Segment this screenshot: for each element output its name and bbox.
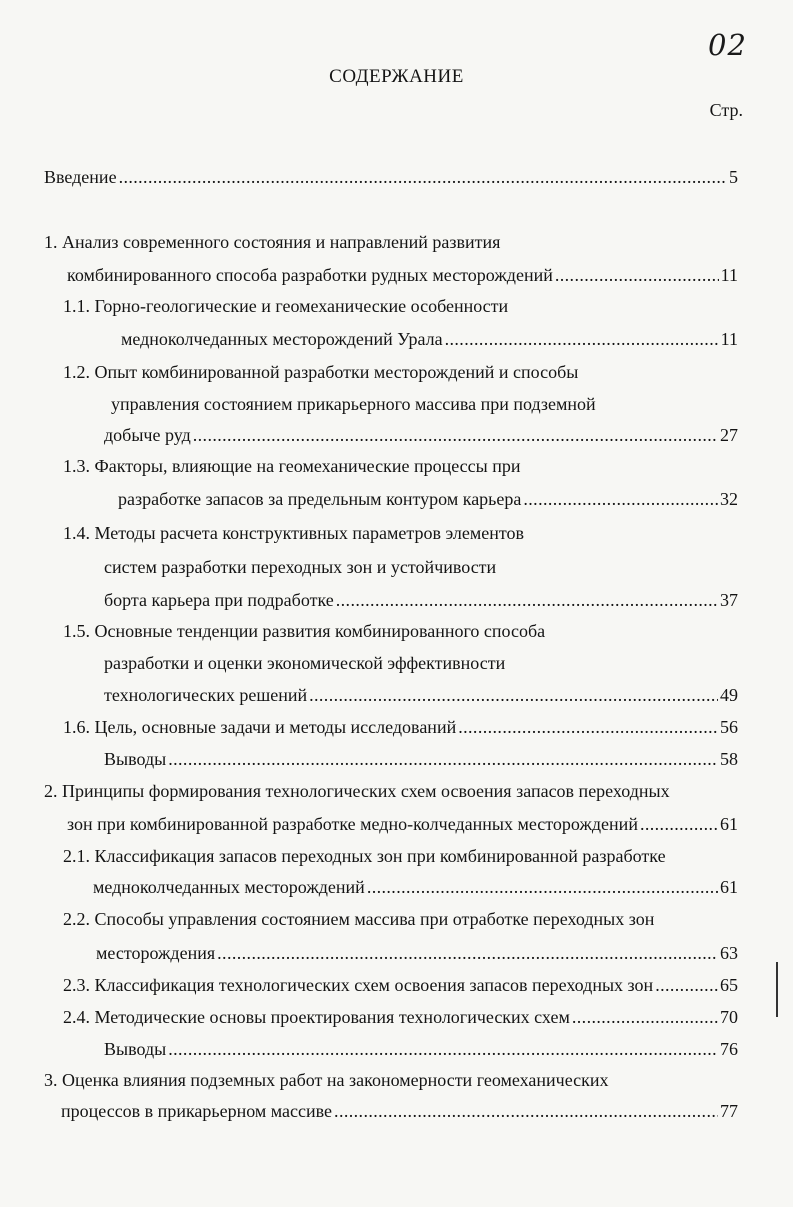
toc-entry-text: Выводы [104,749,167,769]
dot-leader [217,942,718,964]
toc-entry-text: зон при комбинированной разработке медно-колчеданных месторождений [67,814,638,834]
toc-entry-section-2-3 [63,974,738,996]
dot-leader [367,876,718,898]
toc-entry-section-1-5 [63,620,545,642]
toc-entry-page: 37 [720,590,738,610]
dot-leader [119,166,727,188]
toc-entry-page: 11 [720,265,738,285]
toc-entry-text: систем разработки переходных зон и устойчивости [104,557,497,577]
dot-leader [458,716,718,738]
toc-entry-text: 2.1. Классификация запасов переходных зон при комбинированной разработке [63,846,666,866]
toc-entry-text: 2. Принципы формирования технологических схем освоения запасов переходных [44,781,670,801]
toc-entry-chapter-1-cont [67,264,738,286]
toc-entry-page: 58 [720,749,738,769]
toc-entry-text: технологических решений [104,685,308,705]
dot-leader [309,684,718,706]
toc-entry-introduction [44,166,738,188]
toc-entry-section-2-1-cont [93,876,738,898]
toc-entry-text: Введение [44,167,117,187]
toc-entry-page: 49 [720,685,738,705]
toc-entry-page: 63 [720,943,738,963]
toc-entry-page: 61 [720,877,738,897]
toc-entry-section-1-2-end [104,424,738,446]
toc-entry-section-1-5-end [104,684,738,706]
toc-entry-page: 32 [720,489,738,509]
dot-leader [445,328,719,350]
toc-entry-page: 65 [720,975,738,995]
toc-entry-text: 2.4. Методические основы проектирования технологических схем [63,1007,570,1027]
toc-entry-text: 2.3. Классификация технологических схем освоения запасов переходных зон [63,975,654,995]
toc-entry-text: 1.3. Факторы, влияющие на геомеханические процессы при [63,456,521,476]
toc-entry-text: процессов в прикарьерном массиве [61,1101,333,1121]
toc-entry-text: комбинированного способа разработки рудных месторождений [67,265,553,285]
toc-entry-section-1-4 [63,522,524,544]
toc-entry-section-1-5-cont [104,652,505,674]
toc-entry-page: 5 [729,167,738,187]
toc-entry-section-2-2-cont [96,942,738,964]
dot-leader [336,589,718,611]
toc-entry-page: 70 [720,1007,738,1027]
toc-entry-text: 1.6. Цель, основные задачи и методы исследований [63,717,457,737]
toc-entry-text: Выводы [104,1039,167,1059]
toc-entry-section-1-2-cont [111,393,596,415]
toc-entry-text: месторождения [96,943,216,963]
toc-entry-text: разработке запасов за предельным контуром карьера [118,489,522,509]
toc-entry-page: 11 [720,329,738,349]
toc-entry-text: управления состоянием прикарьерного массива при подземной [111,394,596,414]
toc-entry-section-1-1 [63,295,508,317]
toc-entry-section-1-1-cont [121,328,738,350]
toc-entry-text: 1.4. Методы расчета конструктивных параметров элементов [63,523,524,543]
toc-entry-page: 76 [720,1039,738,1059]
toc-entry-text: 2.2. Способы управления состоянием массива при отработке переходных зон [63,909,655,929]
toc-entry-text: разработки и оценки экономической эффективности [104,653,506,673]
toc-entry-section-1-4-cont [104,556,496,578]
toc-entry-conclusions-2 [104,1038,738,1060]
toc-entry-chapter-2 [44,780,670,802]
toc-entry-text: добыче руд [104,425,191,445]
toc-entry-section-2-1 [63,845,666,867]
toc-entry-section-1-6 [63,716,738,738]
toc-entry-chapter-3 [44,1069,609,1091]
dot-leader [193,424,718,446]
toc-entry-conclusions-1 [104,748,738,770]
toc-entry-text: 1.5. Основные тенденции развития комбинированного способа [63,621,546,641]
toc-entry-chapter-1 [44,231,500,253]
dot-leader [555,264,719,286]
toc-entry-text: 1.1. Горно-геологические и геомеханические особенности [63,296,509,316]
dot-leader [523,488,718,510]
toc-entry-text: медноколчеданных месторождений [93,877,365,897]
toc-entry-page: 56 [720,717,738,737]
toc-entry-page: 77 [720,1101,738,1121]
toc-entry-page: 27 [720,425,738,445]
dot-leader [334,1100,718,1122]
dot-leader [655,974,718,996]
toc-entry-section-1-4-end [104,589,738,611]
dot-leader [168,748,718,770]
toc-entry-section-2-2 [63,908,654,930]
toc-entry-section-1-2 [63,361,578,383]
handwritten-page-number: 02 [708,28,747,62]
toc-entry-section-2-4 [63,1006,738,1028]
page-title: СОДЕРЖАНИЕ [329,66,464,87]
toc-entry-section-1-3-cont [118,488,738,510]
toc-entry-text: 3. Оценка влияния подземных работ на закономерности геомеханических [44,1070,609,1090]
toc-entry-text: 1. Анализ современного состояния и направлений развития [44,232,501,252]
toc-entry-text: борта карьера при подработке [104,590,334,610]
dot-leader [572,1006,718,1028]
toc-entry-chapter-2-cont [67,813,738,835]
toc-entry-text: медноколчеданных месторождений Урала [121,329,443,349]
toc-entry-page: 61 [720,814,738,834]
page-column-label: Стр. [709,100,743,120]
dot-leader [168,1038,718,1060]
margin-pencil-mark [776,962,778,1017]
dot-leader [640,813,718,835]
toc-entry-text: 1.2. Опыт комбинированной разработки месторождений и способы [63,362,579,382]
toc-entry-chapter-3-cont [61,1100,738,1122]
toc-entry-section-1-3 [63,455,521,477]
